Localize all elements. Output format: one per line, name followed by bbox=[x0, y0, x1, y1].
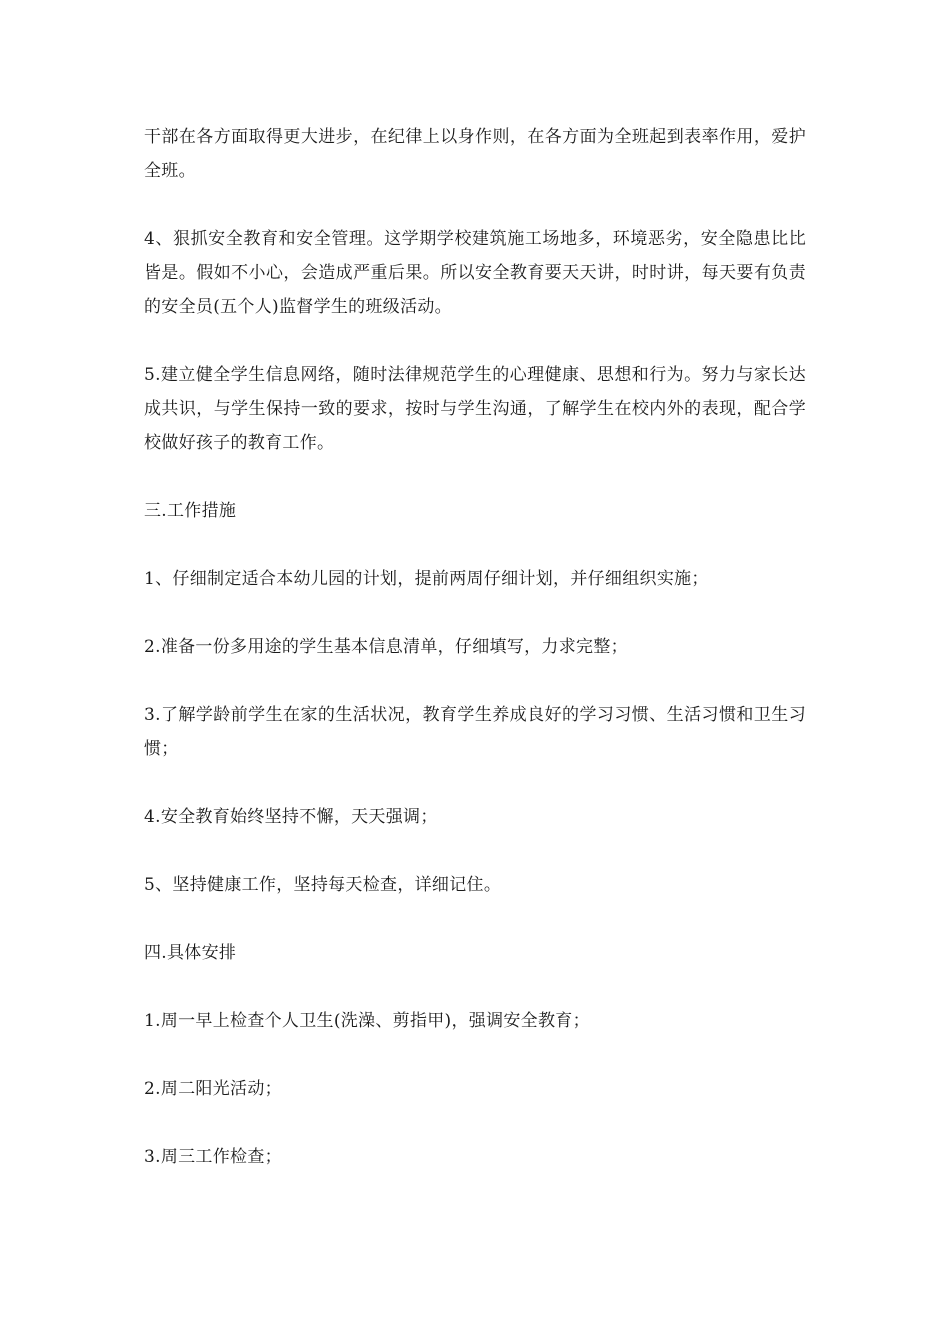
document-page bbox=[144, 120, 806, 1208]
section-heading-measures: 三.工作措施 bbox=[144, 501, 237, 521]
measure-item-3: 3.了解学龄前学生在家的生活状况，教育学生养成良好的学习习惯、生活习惯和卫生习惯； bbox=[144, 705, 806, 759]
measure-item-1: 1、仔细制定适合本幼儿园的计划，提前两周仔细计划，并仔细组织实施； bbox=[144, 569, 709, 589]
paragraph-safety-management: 4、狠抓安全教育和安全管理。这学期学校建筑施工场地多，环境恶劣，安全隐患比比皆是。假如不小心，会造成严重后果。所以安全教育要天天讲，时时讲，每天要有负责的安全员(五个人)监督学生的班级活动。 bbox=[144, 229, 806, 317]
schedule-item-3: 3.周三工作检查； bbox=[144, 1147, 282, 1167]
measure-item-4: 4.安全教育始终坚持不懈，天天强调； bbox=[144, 807, 438, 827]
schedule-item-1: 1.周一早上检查个人卫生(洗澡、剪指甲)，强调安全教育； bbox=[144, 1011, 590, 1031]
paragraph-info-network: 5.建立健全学生信息网络，随时法律规范学生的心理健康、思想和行为。努力与家长达成共识，与学生保持一致的要求，按时与学生沟通，了解学生在校内外的表现，配合学校做好孩子的教育工作。 bbox=[144, 365, 806, 453]
paragraph-cadre-role: 干部在各方面取得更大进步，在纪律上以身作则，在各方面为全班起到表率作用，爱护全班。 bbox=[144, 127, 806, 181]
measure-item-5: 5、坚持健康工作，坚持每天检查，详细记住。 bbox=[144, 875, 502, 895]
measure-item-2: 2.准备一份多用途的学生基本信息清单，仔细填写，力求完整； bbox=[144, 637, 628, 657]
section-heading-schedule: 四.具体安排 bbox=[144, 943, 237, 963]
schedule-item-2: 2.周二阳光活动； bbox=[144, 1079, 282, 1099]
